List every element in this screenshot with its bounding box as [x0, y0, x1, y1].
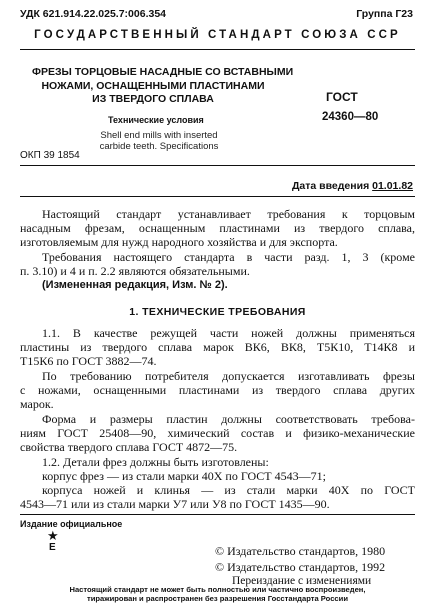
s1-p2-line-2: с ножами, оснащенными пластинами из твердого сплава других	[20, 383, 415, 398]
gost-number: 24360—80	[322, 111, 379, 123]
s1-p6-line-1: корпуса ножей и клинья — из стали марки 40Х по ГОСТ	[42, 483, 415, 497]
intro-p1-line-2: насадным фрезам, оснащенным пластинами из твердого сплава,	[20, 221, 415, 236]
section1-paragraph-1	[20, 326, 415, 369]
intro-paragraph-2	[20, 250, 415, 278]
title-block	[32, 66, 294, 107]
title-line-1: ФРЕЗЫ ТОРЦОВЫЕ НАСАДНЫЕ СО ВСТАВНЫМИ	[32, 66, 294, 78]
reproduction-notice	[20, 586, 415, 603]
section1-paragraph-6	[20, 483, 415, 511]
section1-paragraph-2	[20, 369, 415, 412]
reprint-note: Переиздание с изменениями	[232, 575, 372, 587]
section1-paragraph-5	[20, 469, 415, 483]
udk-code: УДК 621.914.22.025.7:006.354	[20, 8, 167, 20]
official-edition: Издание официальное	[20, 519, 123, 529]
star-icon: ★	[47, 528, 59, 543]
title-en-line-2: carbide teeth. Specifications	[99, 141, 219, 152]
s1-p6-line-2: 4543—71 или из стали марки У7 или У8 по ГОСТ 1435—90.	[20, 497, 330, 512]
okp-code: ОКП 39 1854	[20, 150, 80, 161]
amendment-note: (Измененная редакция, Изм. № 2).	[42, 279, 228, 291]
copyright-1980: © Издательство стандартов, 1980	[215, 544, 386, 558]
s1-p1-line-2: пластины из твердого сплава марок ВК6, ВК8, Т5К10, Т14К8 и	[20, 340, 415, 355]
s1-p2-line-3: марок.	[20, 397, 54, 412]
title-line-3: ИЗ ТВЕРДОГО СПЛАВА	[92, 93, 214, 105]
intro-paragraph-1	[20, 207, 415, 250]
effective-date	[292, 180, 413, 192]
title-en-line-1: Shell end mills with inserted	[100, 130, 218, 141]
intro-p2-line-1: Требования настоящего стандарта в части разд. 1, 3 (кроме	[42, 250, 415, 264]
subtitle-ru: Технические условия	[108, 115, 204, 125]
s1-p3-line-3: свойства твердого сплава ГОСТ 4872—75.	[20, 440, 238, 455]
title-line-2: НОЖАМИ, ОСНАЩЕННЫМИ ПЛАСТИНАМИ	[41, 79, 265, 92]
header-divider	[20, 49, 415, 50]
s1-p4: 1.2. Детали фрез должны быть изготовлены:	[42, 455, 269, 469]
intro-p1-line-1: Настоящий стандарт устанавливает требования к торцовым	[42, 207, 415, 221]
gost-label: ГОСТ	[326, 90, 358, 104]
s1-p5: корпус фрез — из стали марки 40Х по ГОСТ 4543—71;	[42, 469, 326, 483]
copyright-1992: © Издательство стандартов, 1992	[215, 560, 386, 574]
title-divider	[20, 165, 415, 166]
group-code: Группа Г23	[356, 8, 413, 20]
s1-p3-line-2: ниям ГОСТ 25408—90, химический состав и физико-механические	[20, 426, 415, 441]
s1-p2-line-1: По требованию потребителя допускается изготавливать фрезы	[42, 369, 415, 383]
section1-paragraph-3	[20, 412, 415, 455]
effective-date-label: Дата введения	[291, 180, 370, 192]
e-mark: Е	[49, 542, 56, 553]
standard-banner: ГОСУДАРСТВЕННЫЙ СТАНДАРТ СОЮЗА ССР	[34, 29, 401, 41]
title-english	[96, 130, 222, 152]
s1-p1-line-1: 1.1. В качестве режущей части ножей должны применяться	[42, 326, 415, 340]
section1-paragraph-4	[20, 455, 415, 469]
section-heading: 1. ТЕХНИЧЕСКИЕ ТРЕБОВАНИЯ	[129, 306, 306, 318]
intro-p1-line-3: изготовляемым для нужд народного хозяйства и для экспорта.	[20, 235, 338, 250]
s1-p3-line-1: Форма и размеры пластин должны соответствовать требова-	[42, 412, 415, 426]
footer-divider	[20, 514, 415, 515]
date-divider	[20, 196, 415, 197]
effective-date-value: 01.01.82	[372, 180, 413, 192]
intro-p2-line-2: п. 3.10) и 4 и п. 2.2 являются обязательными.	[20, 264, 250, 279]
s1-p1-line-3: Т15К6 по ГОСТ 3882—74.	[20, 354, 157, 369]
notice-line-2: тиражирован и распространен без разрешения Госстандарта России	[86, 593, 348, 603]
notice-line-1: Настоящий стандарт не может быть полностью или частично воспроизведен,	[69, 585, 366, 594]
